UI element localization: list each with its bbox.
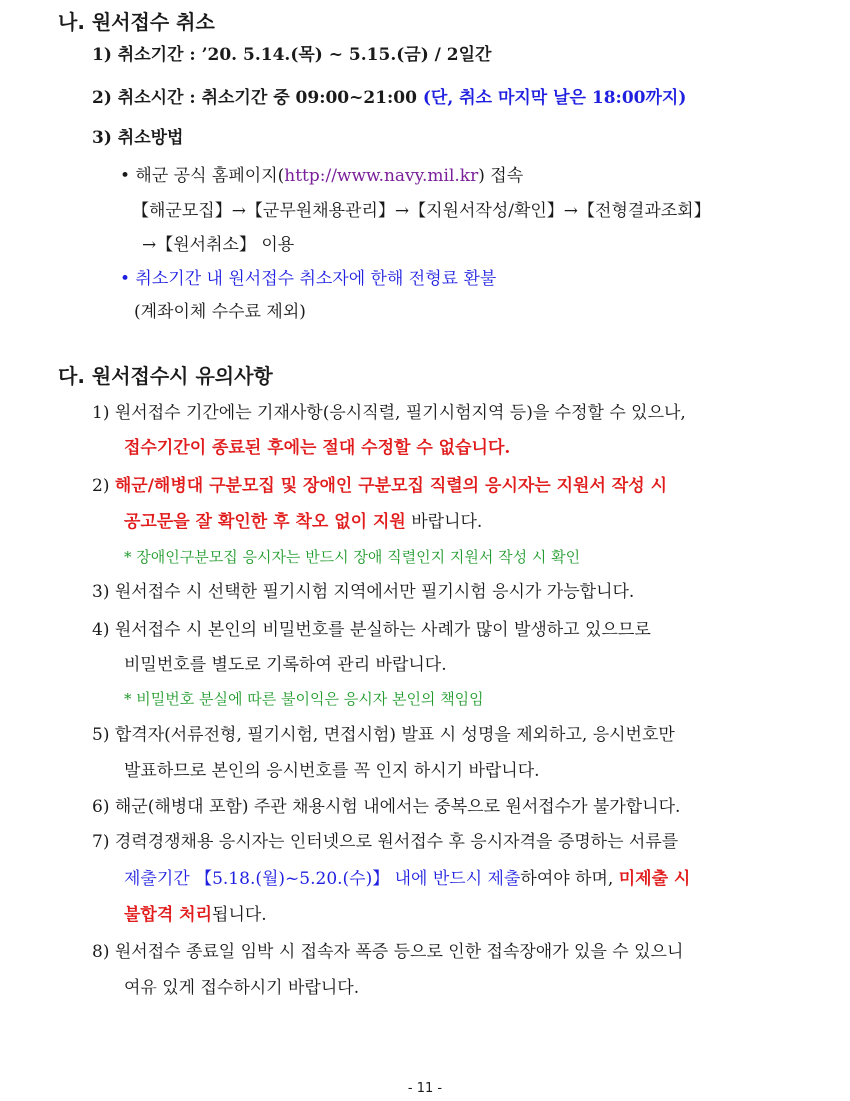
note-7-mid: 하여야 하며, [520, 869, 619, 889]
note-4-line-2: 비밀번호를 별도로 기록하여 관리 바랍니다. [124, 655, 447, 675]
navy-homepage-link[interactable]: http://www.navy.mil.kr [284, 166, 479, 186]
note-number: 2) [92, 476, 115, 496]
cancel-time-text: 2) 취소시간 : 취소기간 중 09:00~21:00 [92, 88, 423, 108]
note-5-line-1: 5) 합격자(서류전형, 필기시험, 면접시험) 발표 시 성명을 제외하고, 응시번호만 [92, 725, 675, 745]
note-7-submission-period: 제출기간 【5.18.(월)~5.20.(수)】 내에 반드시 제출 [124, 869, 521, 889]
menu-path-end: →【원서취소】 이용 [142, 235, 295, 255]
note-2-line-1 [92, 476, 667, 496]
note-2-emphasis: 해군/해병대 구분모집 및 장애인 구분모집 직렬의 응시자는 지원서 작성 시 [114, 476, 667, 496]
note-6: 6) 해군(해병대 포함) 주관 채용시험 내에서는 중복으로 원서접수가 불가합니다. [92, 797, 681, 817]
note-2-rest: 바랍니다. [405, 512, 483, 532]
note-2-line-2 [124, 512, 482, 532]
refund-note: (계좌이체 수수료 제외) [134, 302, 306, 322]
note-7-warning: 미제출 시 [618, 869, 691, 889]
cancel-method-heading: 3) 취소방법 [92, 128, 184, 148]
page-number: - 11 - [407, 1081, 443, 1096]
cancel-time-note: (단, 취소 마지막 날은 18:00까지) [422, 88, 687, 108]
note-7-rest: 됩니다. [212, 905, 267, 925]
cancel-method-bullet-1 [120, 166, 523, 186]
cancel-period: 1) 취소기간 : ’20. 5.14.(목) ~ 5.15.(금) / 2일간 [92, 45, 492, 65]
note-4-line-1: 4) 원서접수 시 본인의 비밀번호를 분실하는 사례가 많이 발생하고 있으므로 [92, 620, 651, 640]
note-8-line-1: 8) 원서접수 종료일 임박 시 접속자 폭증 등으로 인한 접속장애가 있을 수 있으니 [92, 942, 684, 962]
note-7-line-3 [124, 905, 267, 925]
note-2-subnote: * 장애인구분모집 응시자는 반드시 장애 직렬인지 지원서 작성 시 확인 [124, 548, 581, 566]
note-4-subnote: * 비밀번호 분실에 따른 불이익은 응시자 본인의 책임임 [124, 690, 484, 708]
note-1-line-1: 1) 원서접수 기간에는 기재사항(응시직렬, 필기시험지역 등)을 수정할 수 있으나, [92, 403, 686, 423]
note-7-fail: 불합격 처리 [124, 905, 213, 925]
menu-path: 【해군모집】→【군무원채용관리】→【지원서작성/확인】→【전형결과조회】 [132, 201, 711, 221]
bullet-text: • 해군 공식 홈페이지( [120, 166, 285, 186]
cancel-method-bullet-2: • 취소기간 내 원서접수 취소자에 한해 전형료 환불 [120, 269, 497, 289]
section-heading-cancel: 나. 원서접수 취소 [58, 10, 215, 34]
note-7-line-2 [124, 869, 690, 889]
note-5-line-2: 발표하므로 본인의 응시번호를 꼭 인지 하시기 바랍니다. [124, 761, 540, 781]
cancel-time [92, 88, 686, 108]
note-7-line-1: 7) 경력경쟁채용 응시자는 인터넷으로 원서접수 후 응시자격을 증명하는 서류를 [92, 832, 679, 852]
note-2-emphasis-2: 공고문을 잘 확인한 후 착오 없이 지원 [124, 512, 406, 532]
section-heading-notes: 다. 원서접수시 유의사항 [58, 364, 273, 388]
note-3: 3) 원서접수 시 선택한 필기시험 지역에서만 필기시험 응시가 가능합니다. [92, 582, 635, 602]
note-1-line-2: 접수기간이 종료된 후에는 절대 수정할 수 없습니다. [124, 438, 511, 458]
note-8-line-2: 여유 있게 접수하시기 바랍니다. [124, 978, 360, 998]
bullet-text: ) 접속 [478, 166, 524, 186]
